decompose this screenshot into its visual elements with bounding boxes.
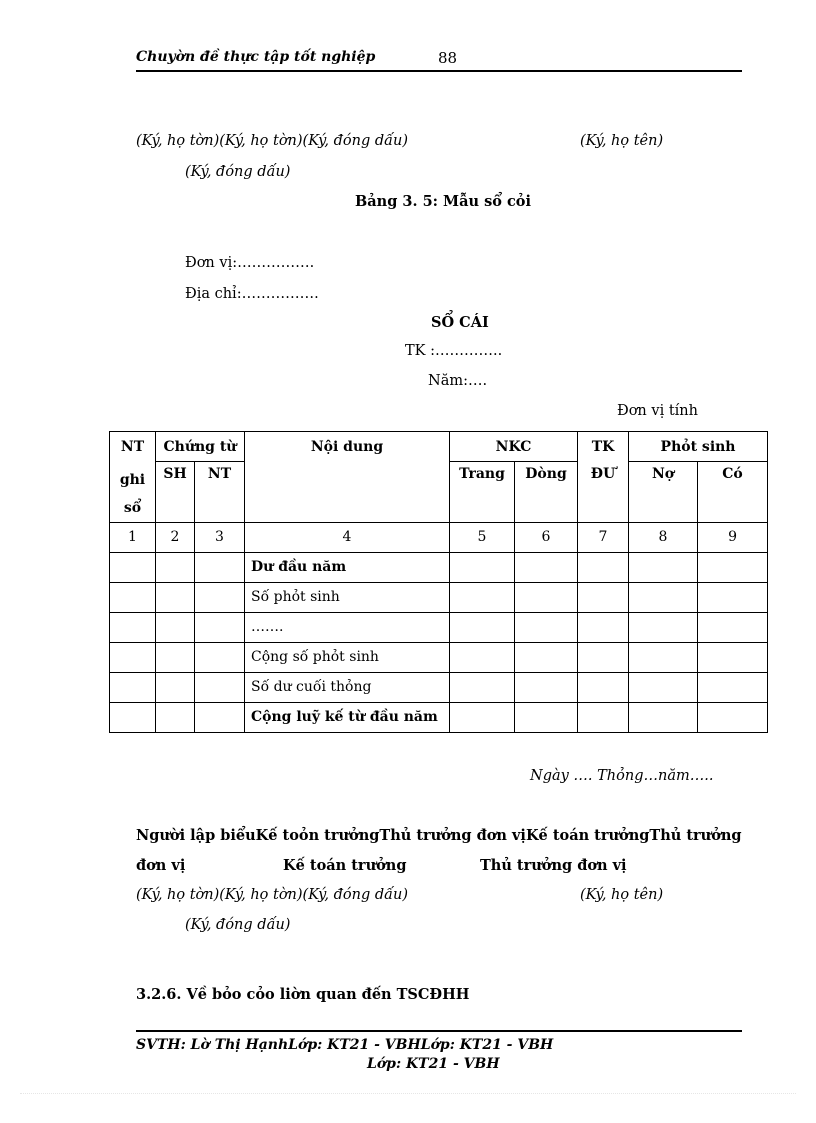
header-phat-sinh: Phỏt sinh	[629, 432, 768, 462]
page-number: 88	[438, 49, 458, 67]
ledger-table	[109, 431, 768, 733]
header-dong: Dòng	[515, 462, 578, 523]
table-row	[110, 582, 768, 612]
header-title: Chuyờn đề thực tập tốt nghiệp	[136, 49, 376, 65]
top-signature-stamp: (Ký, đóng dấu)	[185, 164, 291, 180]
header-sh: SH	[156, 462, 195, 523]
col-number: 8	[629, 522, 698, 552]
footer-line-2: Lớp: KT21 - VBH	[367, 1056, 500, 1072]
header-noi-dung-cont	[245, 462, 450, 523]
col-number: 4	[245, 522, 450, 552]
header-nt: NT	[110, 432, 156, 462]
col-number: 7	[578, 522, 629, 552]
col-number: 1	[110, 522, 156, 552]
table-caption: Bảng 3. 5: Mẫu sổ cỏi	[355, 193, 531, 210]
ledger-title: SỔ CÁI	[431, 314, 489, 331]
table-row	[110, 642, 768, 672]
signers-line-2c: Thủ trưởng đơn vị	[480, 857, 627, 874]
top-signature-right: (Ký, họ tên)	[580, 133, 664, 149]
table-header-row-2	[110, 462, 768, 523]
row-content: Số dư cuối thỏng	[245, 672, 450, 702]
table-row	[110, 702, 768, 732]
col-number: 5	[450, 522, 515, 552]
header-ghi-so	[110, 462, 156, 523]
col-number: 2	[156, 522, 195, 552]
col-number: 6	[515, 522, 578, 552]
table-header-row-1	[110, 432, 768, 462]
col-number: 9	[698, 522, 768, 552]
header-no: Nợ	[629, 462, 698, 523]
page-edge-divider	[20, 1093, 796, 1094]
ledger-year: Năm:….	[428, 373, 488, 389]
form-unit: Đơn vị:…………….	[185, 255, 315, 271]
ledger-account: TK :…………..	[405, 343, 503, 359]
header-nkc: NKC	[450, 432, 578, 462]
header-tk: TK	[578, 432, 629, 462]
footer-rule	[136, 1030, 742, 1032]
row-content: Cộng số phỏt sinh	[245, 642, 450, 672]
signers-stamp: (Ký, đóng dấu)	[185, 917, 291, 933]
date-line: Ngày …. Thỏng…năm…..	[530, 768, 714, 784]
unit-of-measure: Đơn vị tính	[617, 403, 698, 419]
row-content: Cộng luỹ kế từ đầu năm	[245, 702, 450, 732]
table-row	[110, 552, 768, 582]
signers-line-1: Người lập biểuKế toỏn trưởngThủ trưởng đơn vịKế toán trưởngThủ trưởng	[136, 827, 742, 844]
row-content: Số phỏt sinh	[245, 582, 450, 612]
section-heading: 3.2.6. Về bỏo cỏo liờn quan đến TSCĐHH	[136, 986, 470, 1003]
header-nt-2: NT	[195, 462, 245, 523]
signers-line-2a: đơn vị	[136, 857, 186, 874]
header-rule	[136, 70, 742, 72]
row-content: Dư đầu năm	[245, 552, 450, 582]
footer-line-1: SVTH: Lờ Thị HạnhLớp: KT21 - VBHLớp: KT21 - VBH	[136, 1037, 554, 1053]
signers-line-2b: Kế toán trưởng	[283, 857, 407, 874]
top-signature-left: (Ký, họ tờn)(Ký, họ tờn)(Ký, đóng dấu)	[136, 133, 409, 149]
signers-sign-left: (Ký, họ tờn)(Ký, họ tờn)(Ký, đóng dấu)	[136, 887, 409, 903]
header-ghi: ghi	[119, 471, 146, 488]
header-co: Có	[698, 462, 768, 523]
signers-sign-right: (Ký, họ tên)	[580, 887, 664, 903]
table-row	[110, 672, 768, 702]
header-du: ĐƯ	[578, 462, 629, 523]
col-number: 3	[195, 522, 245, 552]
header-chung-tu: Chứng từ	[156, 432, 245, 462]
column-number-row	[110, 522, 768, 552]
row-content: …….	[245, 612, 450, 642]
form-address: Địa chỉ:…………….	[185, 286, 319, 302]
header-so: sổ	[123, 499, 142, 516]
header-noi-dung: Nội dung	[245, 432, 450, 462]
table-row	[110, 612, 768, 642]
header-trang: Trang	[450, 462, 515, 523]
